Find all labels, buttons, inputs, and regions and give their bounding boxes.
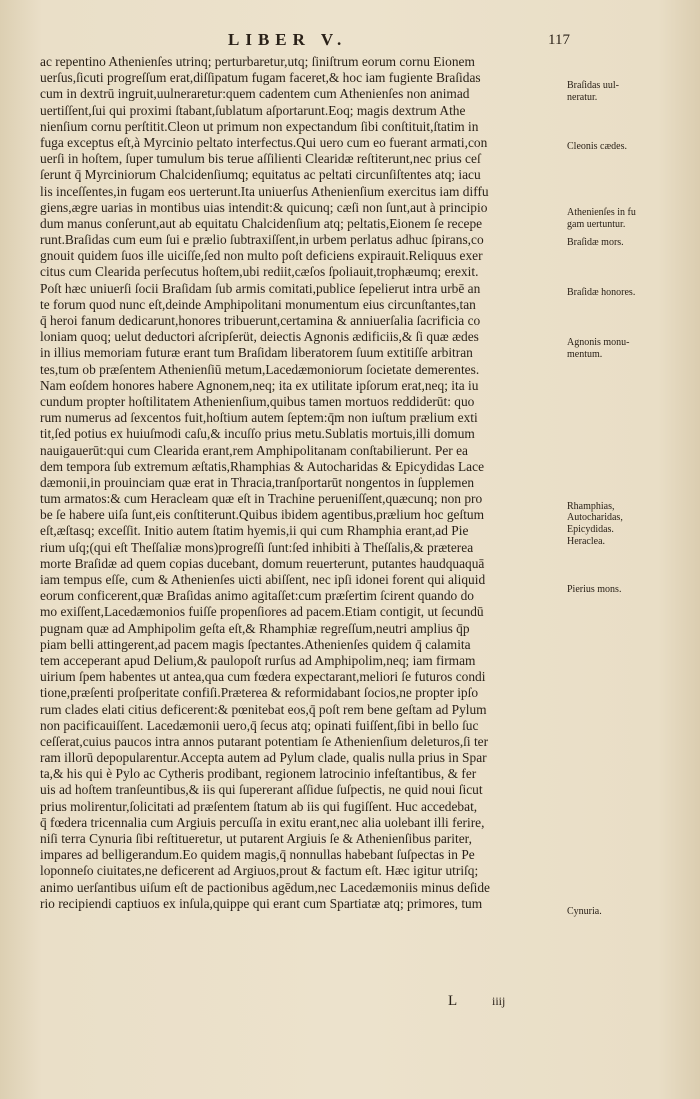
text-line: pugnam quæ ad Amphipolim geſta eſt,& Rhamphiæ regreſſum,neutri amplius q̄p: [40, 620, 470, 636]
text-line: ſerunt q̄ Myrciniorum Chalcidenſiumq; equitatus ac peltati circunſiſtentes atq; iacu: [40, 167, 481, 183]
text-line: prius molirentur,ſolicitati ad præſentem ſtatum ab iis qui fugiſſent. Huc accedebat,: [40, 798, 478, 814]
text-line: tit,ſed potius ex huiuſmodi caſu,& incuſſo prius metu.Sublatis mortuis,illi domum: [40, 426, 475, 442]
text-line: runt.Braſidas cum eum ſui e prælio ſubtraxiſſent,in urbem perlatus adhuc ſpirans,co: [40, 232, 484, 248]
text-line: fuga exceptus eſt,à Myrcinio peltato interfectus.Qui uero cum eo fuerant armati,con: [40, 134, 488, 150]
text-line: citus cum Clearida perſecutus hoſtem,ubi rediit,cæſos ſpoliauit,trophæumq; erexit.: [40, 264, 479, 280]
text-line: niſi terra Cynuria ſibi reſtitueretur, ut putarent Argiuis ſe & Athenienſibus pariter,: [40, 831, 472, 846]
text-line: tem acceperant apud Delium,& paulopoſt rurſus ad Amphipolim,neq; iam firmam: [40, 652, 476, 668]
margin-note: Autocharidas,: [567, 512, 623, 523]
text-line: loponneſo ciuitates,ne deficerent ad Argiuos,prout & factum eſt. Hæc igitur utriſq;: [40, 863, 479, 879]
text-line: uirium ſpem habentes ut antea,qua cum fœdera expectarant,meliori ſe futuros condi: [40, 669, 486, 685]
text-line: uerſi in hoſtem, ſuper tumulum bis terue aſſilienti Clearidæ reſtiterunt,nec prius ceſ: [40, 151, 481, 167]
margin-note: gam uertuntur.: [567, 219, 626, 230]
margin-note: Athenienſes in fu: [567, 207, 636, 218]
text-line: ram illorū depopularentur.Accepta autem ad Pylum clade, qualis nulla prius in Spar: [40, 750, 487, 766]
page-number: 117: [548, 32, 570, 48]
text-line: morte Braſidæ ad quem copias ducebant, domum reuerterunt, putantes haudquaquā: [40, 555, 485, 571]
text-line: nienſium cornu perſtitit.Cleon ut primum non expectandum ſibi conſtituit,ſtatim in: [40, 118, 479, 134]
text-line: rum clades elati citius deficerent:& pœnitebat eos,q̄ poſt rem bene geſtam ad Pylum: [40, 701, 487, 717]
text-line: impares ad belligerandum.Eo quidem magis,q̄ nonnullas habebant ſuſpectas in Pe: [40, 847, 475, 863]
text-line: ta,& his qui è Pylo ac Cytheris prodibant, regionem latrocinio infeſtantibus, & fer: [40, 766, 477, 782]
text-line: uertiſſent,ſui qui proximi ſtabant,ſublatum aſportarunt.Eoq; magis dextrum Athe: [40, 102, 466, 118]
running-title: LIBER V.: [228, 30, 348, 49]
text-line: ac repentino Athenienſes utrinq; perturbaretur,utq; ſiniſtrum eorum cornu Eionem: [40, 54, 475, 69]
text-line: Nam eoſdem honores habere Agnonem,neq; ita ex utilitate ipſorum erat,neq; ita iu: [40, 377, 479, 393]
text-line: iam tempus eſſe, cum & Athenienſes uicti abiſſent, nec ipſi idonei forent qui aliquid: [40, 572, 486, 587]
text-line: tes,tum ob præſentem Athenienſiū metum,Lacedæmoniorum ſocietate demerentes.: [40, 361, 480, 377]
margin-note: Cynuria.: [567, 906, 602, 917]
text-line: rium uſq;(qui eſt Theſſaliæ mons)progreſſi ſunt:ſed inhibiti à Theſſalis,& præterea: [40, 539, 474, 555]
text-line: piam belli attingerent,ad pacem magis ſpectantes.Athenienſes quidem q̄ calamita: [40, 636, 471, 652]
signature-mark: L: [448, 993, 458, 1009]
page-footer: [0, 993, 700, 1015]
folio-number: iiij: [492, 994, 506, 1008]
page-header: [0, 30, 700, 54]
margin-note: neratur.: [567, 92, 598, 103]
text-line: Poſt hæc uniuerſi ſocii Braſidam ſub armis comitati,publice ſepelierut intra urbē an: [40, 280, 481, 296]
text-line: be ſe habere uiſa ſunt,eis conſtiterunt.Quibus ibidem agentibus,prælium hoc geſtum: [40, 507, 485, 523]
margin-note: Braſidæ honores.: [567, 287, 636, 298]
text-line: dum manus conſerunt,aut ab equitatu Chalcidenſium atq; peltatis,Eionem ſe recepe: [40, 215, 483, 231]
margin-note: Agnonis monu-: [567, 337, 630, 348]
text-line: rio recipiendi captiuos ex inſula,quippe qui erant cum Spartiatæ atq; primores, tum: [40, 895, 483, 911]
text-line: eorum conficerent,quæ Braſidas animo agitaſſet:cum præſertim ſcirent quando do: [40, 588, 474, 604]
text-line: dem tempora ſub extremum æſtatis,Rhamphias & Autocharidas & Epicydidas Lace: [40, 458, 485, 474]
text-line: rum numerus ad ſexcentos fuit,hoſtium autem ſeptem:q̄m non iuſtum prælium exti: [40, 410, 478, 426]
text-line: in illius memoriam futuræ erant tum Braſidam liberatorem ſuum extitiſſe arbitran: [40, 345, 473, 361]
text-line: giens,ægre uarias in montibus uias intendit:& quicunq; cæſi non ſunt,aut à principio: [40, 199, 488, 215]
text-line: mo exiſſent,Lacedæmonios fuiſſe propenſiores ad pacem.Etiam contigit, ut ſecundū: [40, 604, 484, 620]
text-line: q̄ heroi fanum dedicarunt,honores tribuerunt,certamina & anniuerſalia ſacrificia co: [40, 313, 481, 328]
margin-note: Epicydidas.: [567, 524, 614, 535]
text-line: cundum propter hoſtilitatem Athenienſium,quibus tamen mortuos reddiderūt: quo: [40, 393, 475, 409]
text-line: nauigauerūt:qui cum Clearida erant,rem Amphipolitanam conſtabilierunt. Per ea: [40, 442, 468, 458]
text-line: non pacificauiſſent. Lacedæmonii uero,q̄ ſecus atq; opinati fuiſſent,ſibi in bello ſuc: [40, 717, 479, 733]
text-line: te forum quod nunc eſt,deinde Amphipolitani monumentum eius circunſtantes,tan: [40, 296, 476, 312]
text-line: q̄ fœdera tricennalia cum Argiuis percuſſa in exitu erant,nec alia uolebant illi ferire,: [40, 814, 485, 830]
text-line: uis ad hoſtem tranſeuntibus,& iis qui ſupererant aſſidue ſuſpectis, ne quid noui ſicut: [40, 782, 483, 798]
margin-note: mentum.: [567, 349, 603, 360]
text-line: animo uerſantibus uiſum eſt de pactionibus agēdum,nec Lacedæmoniis minus deſide: [40, 879, 490, 895]
text-line: gnouit quidem ſuos ille uiciſſe,ſed non multo poſt deficiens expirauit.Reliquus exer: [40, 248, 483, 264]
text-line: uerſus,ſicuti progreſſum erat,diſſipatum fugam faceret,& hoc iam fugiente Braſidas: [40, 70, 481, 86]
text-line: eſt,æſtasq; exceſſit. Initio autem ſtatim hyemis,ii qui cum Rhamphia erant,ad Pie: [40, 523, 469, 539]
text-line: cum in dextrū ingruit,uulneraretur:quem cadentem cum Athenienſes non animad: [40, 86, 470, 102]
text-line: tum armatos:& cum Heracleam quæ eſt in Trachine perueniſſent,quæcunq; non pro: [40, 491, 483, 507]
margin-note: Rhamphias,: [567, 501, 615, 512]
margin-note: Braſidæ mors.: [567, 237, 624, 248]
margin-note: Heraclea.: [567, 536, 606, 547]
text-line: loniam quoq; uelut deductori aſcripſerüt, deiectis Agnonis ædificiis,& ſi quæ ædes: [40, 329, 479, 345]
text-line: lis inceſſentes,in fugam eos uerterunt.Ita uniuerſus Athenienſium exercitus iam diffu: [40, 183, 489, 199]
main-text-column: [40, 54, 572, 912]
margin-note: Braſidas uul-: [567, 80, 619, 91]
text-line: dæmonii,in prouinciam quæ erat in Thracia,tranſportarūt nongentos in ſupplemen: [40, 474, 475, 490]
text-line: ceſſerat,cuius paucos intra annos putarant potentiam ſe Athenienſium deleturos,ſi ter: [40, 733, 489, 749]
margin-note: Pierius mons.: [567, 584, 622, 595]
margin-note: Cleonis cædes.: [567, 141, 627, 152]
text-line: tione,præſenti proſperitate confiſi.Præterea & reformidabant ſocios,ne propter ipſo: [40, 685, 479, 701]
